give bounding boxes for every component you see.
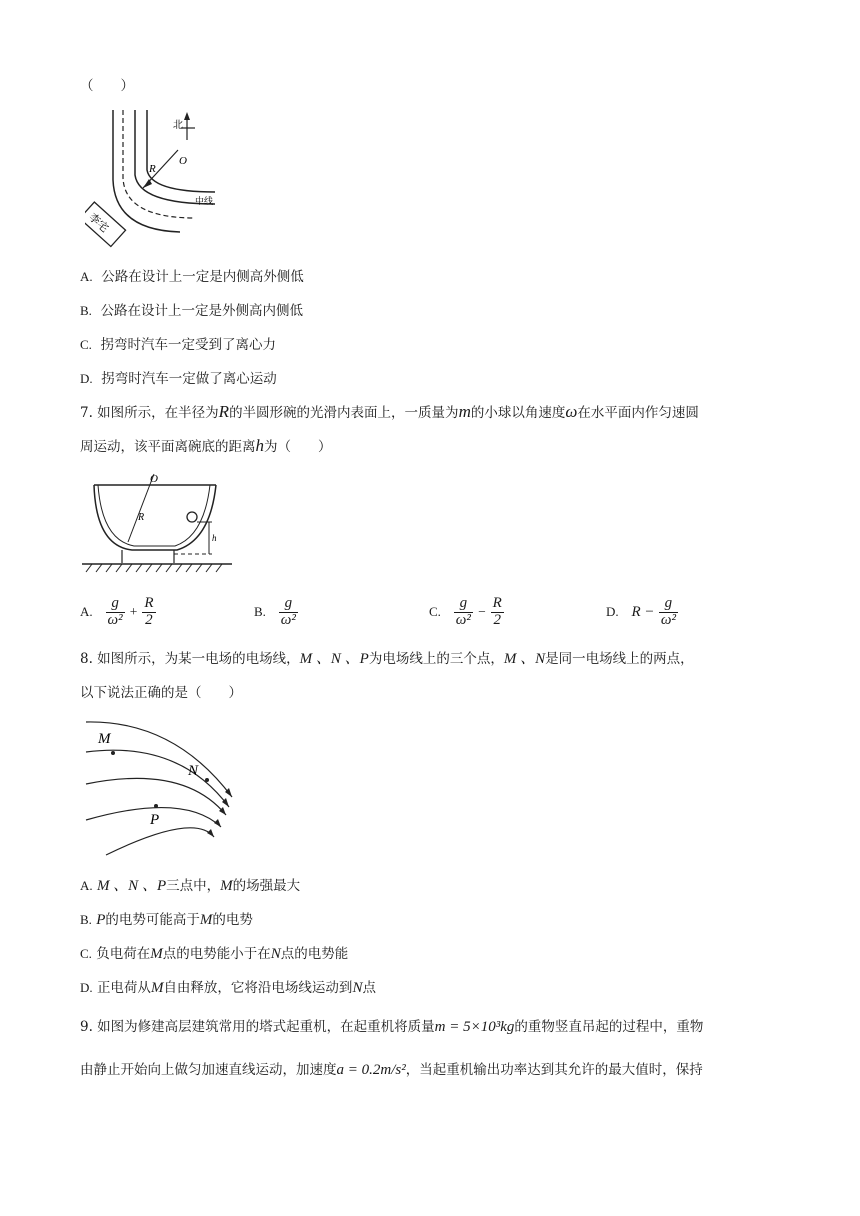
bowl-height-label: h — [212, 533, 217, 543]
midline-label: 中线 — [195, 196, 214, 206]
q6-option-c[interactable]: C. 拐弯时汽车一定受到了离心力 — [80, 337, 277, 353]
radius-label: R — [149, 163, 156, 175]
q8-option-a[interactable]: A. M 、N 、P三点中，M的场强最大 — [80, 878, 301, 894]
q6-option-a[interactable]: A. 公路在设计上一定是内侧高外侧低 — [80, 269, 304, 285]
q6-answer-paren: （ ） — [80, 78, 134, 94]
q7-option-a[interactable]: A. $\frac{g}{\text{ω²}}$ + $\frac{R}{2}$ — [80, 595, 154, 628]
north-label: 北 — [173, 120, 183, 131]
point-m-label: M — [98, 731, 111, 747]
point-p-label: P — [150, 812, 160, 828]
q8-stem-line1: 8. 如图所示，为某一电场的电场线，M 、N 、P为电场线上的三个点，M 、N是同一电场线上的两点， — [80, 651, 694, 667]
q9-stem-line2: 由静止开始向上做匀加速直线运动，加速度a = 0.2m/s²，当起重机输出功率达到其允许的最大值时，保持 — [80, 1062, 703, 1078]
q8-field-lines-figure — [84, 712, 234, 860]
bowl-center-label: O — [150, 473, 158, 485]
q8-stem-line2: 以下说法正确的是（ ） — [80, 685, 242, 701]
q7-stem-line1: 7. 如图所示，在半径为R的半圆形碗的光滑内表面上，一质量为m的小球以角速度ω在水平面内作匀速圆 — [80, 402, 699, 421]
q8-option-b[interactable]: B. P的电势可能高于M的电势 — [80, 912, 253, 928]
q9-stem-line1: 9. 如图为修建高层建筑常用的塔式起重机，在起重机将质量m = 5×10³kg的重物竖直吊起的过程中，重物 — [80, 1019, 704, 1035]
bowl-radius-label: R — [138, 512, 145, 523]
q7-bowl-figure — [82, 468, 237, 580]
q6-option-d[interactable]: D. 拐弯时汽车一定做了离心运动 — [80, 371, 277, 387]
q6-road-figure — [85, 100, 220, 252]
svg-text:李宅: 李宅 — [86, 211, 111, 235]
q8-option-d[interactable]: D. 正电荷从M自由释放，它将沿电场线运动到N点 — [80, 980, 376, 996]
q7-option-b[interactable]: B. $\frac{g}{\text{ω²}}$ — [254, 595, 296, 628]
q7-option-d[interactable]: D. R − $\frac{g}{\text{ω²}}$ — [606, 595, 676, 628]
house-box — [85, 202, 126, 246]
center-label: O — [179, 155, 187, 167]
point-n-label: N — [188, 763, 199, 779]
q7-stem-line2: 周运动，该平面离碗底的距离h为（ ） — [80, 436, 332, 455]
q8-option-c[interactable]: C. 负电荷在M点的电势能小于在N点的电势能 — [80, 946, 349, 962]
q7-option-c[interactable]: C. $\frac{g}{\text{ω²}}$ − $\frac{R}{2}$ — [429, 595, 502, 628]
q6-option-b[interactable]: B. 公路在设计上一定是外侧高内侧低 — [80, 303, 304, 319]
